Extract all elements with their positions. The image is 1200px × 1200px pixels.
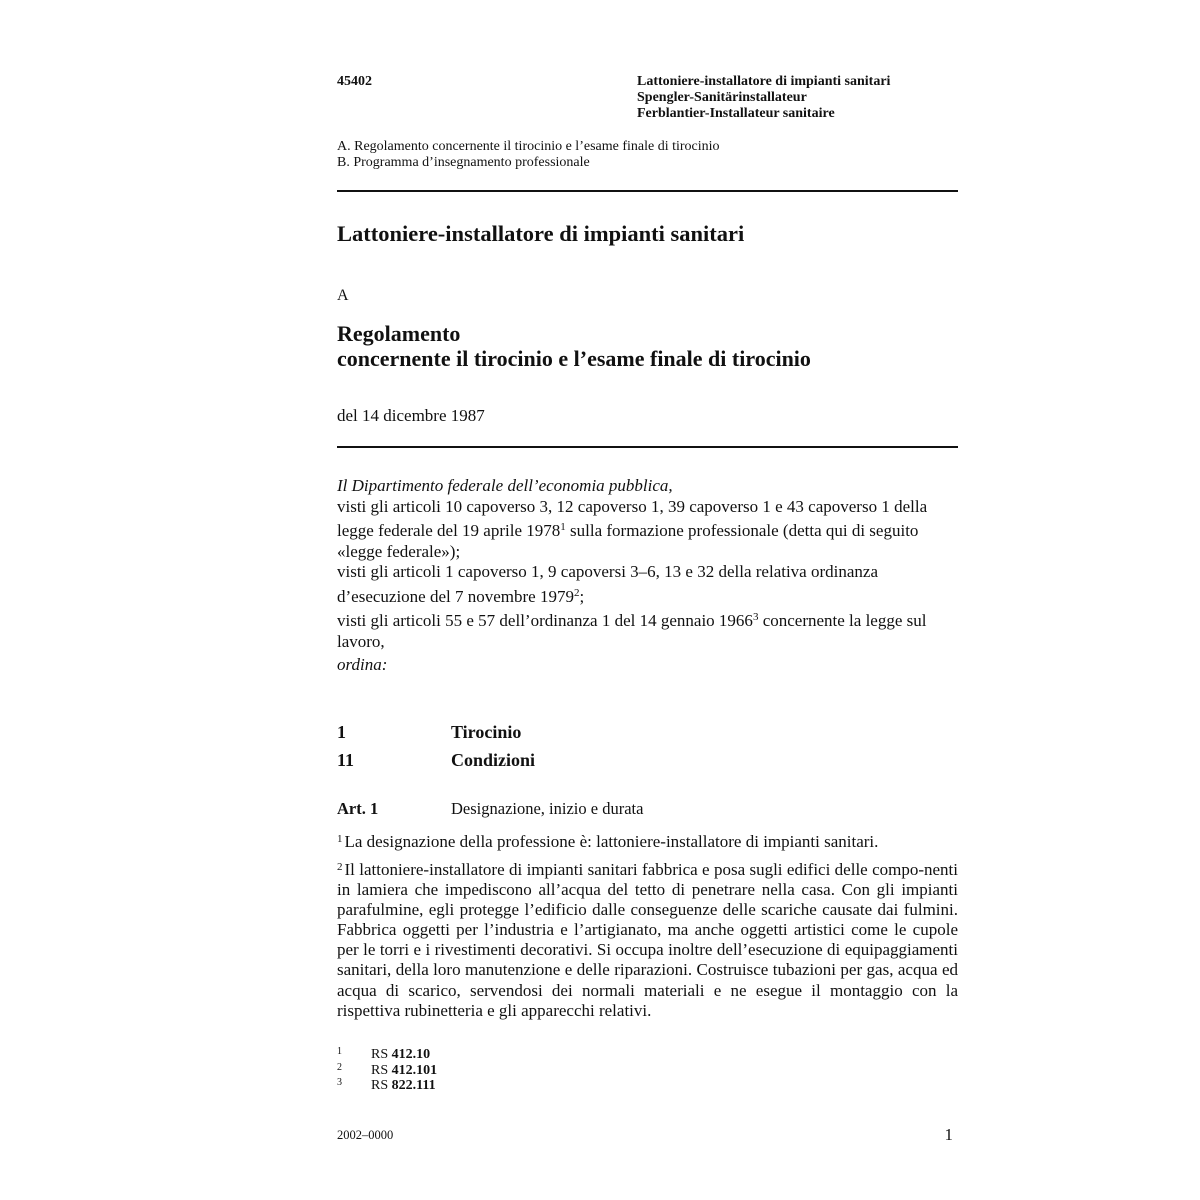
header-title-fr: Ferblantier-Installateur sanitaire — [637, 106, 835, 121]
document-page: 45402 Lattoniere-installatore di impianti sanitari Spengler-Sanitärinstallateur Ferblantier-Installateur sanitaire A. Regolamento concernente il tirocinio e l’esame finale di tirocinio B. Programma d’insegnamento professionale Lattoniere-installatore di impianti sanitari A Regolamento concernente il tirocinio e l’esame finale di tirocinio del 14 dicembre 1987 Il Dipartimento federale dell’economia pubblica, visti gli articoli 10 capoverso 3, 12 capoverso 1, 39 capoverso 1 e 43 capoverso 1 della legge federale del 19 aprile 1978$^1$ sulla formazione professionale (detta qui di seguito «legge federale»); visti gli articoli 1 capoverso 1, 9 capoversi 3–6, 13 e 32 della relativa ordinanza d’esecuzione del 7 novembre 1979$^2$; visti gli articoli 55 e 57 dell’ordinanza 1 del 14 gennaio 1966$^3$ concernente la legge sul lavoro, ordina: 1 Tirocinio 11 Condizioni Art. 1 Designazione, inizio e durata $^1$ La designazione della professione è: lattoniere-installatore di impianti sanitari. $^2$ Il lattoniere-installatore di impianti sanitari fabbrica e posa sugli edifici delle compo-nenti in lamiera che impediscono all’acqua del tetto di penetrare nella casa. Con gli impianti parafulmine, egli protegge l’edificio dalle conseguenze delle scariche causate dai fulmini. Fabbrica oggetti per l’industria e l’artigianato, ma anche oggetti artistici come le cupole per le torri e i rivestimenti decorativi. Si occupa inoltre dell’esecuzione di equipaggiamenti sanitari, della loro manutenzione e delle riparazioni. Costruisce tubazioni per gas, acqua ed acqua di scarico, servendosi dei normali materiali e ne esegue il montaggio con la rispettiva rubinetteria e gli apparecchi relativi. 1 RS 412.10 2 RS 412.101 3 RS 822.111 2002–0000 1 — [337, 74, 958, 1144]
section-number: 1 — [337, 722, 346, 742]
preamble-clause: visti gli articoli 10 capoverso 3, 12 capoverso 1, 39 capoverso 1 e 43 capoverso 1 della legge federale del 19 aprile 1978$^1$ sulla formazione professionale (detta qui di seguito «legge federale»); — [337, 496, 928, 561]
footnote-number: 3 — [337, 1077, 342, 1088]
page-number: 1 — [944, 1125, 953, 1144]
document-code: 45402 — [337, 74, 372, 89]
section-number: 11 — [337, 750, 355, 770]
paragraph-number: 1 — [337, 833, 343, 845]
section-title: Tirocinio — [451, 722, 522, 742]
article-paragraph: $^2$ Il lattoniere-installatore di impianti sanitari fabbrica e posa sugli edifici delle compo-nenti in lamiera che impediscono all’acqua del tetto di penetrare nella casa. Con gli impianti parafulmine, egli protegge l’edificio dalle conseguenze delle scariche causate dai fulmini. Fabbrica oggetti per l’industria e l’artigianato, ma anche oggetti artistici come le cupole per le torri e i rivestimenti decorativi. Si occupa inoltre dell’esecuzione di equipaggiamenti sanitari, della loro manutenzione e delle riparazioni. Costruisce tubazioni per gas, acqua ed acqua di scarico, servendosi dei normali materiali e ne esegue il montaggio con la rispettiva rubinetteria e gli apparecchi relativi. — [337, 860, 958, 1020]
footnote-ref: 3 — [752, 611, 759, 623]
preamble-ordina: ordina: — [337, 655, 388, 674]
article-paragraph: $^1$ La designazione della professione è: lattoniere-installatore di impianti sanitari. — [337, 832, 879, 851]
footnote-ref-code: 822.111 — [391, 1078, 436, 1093]
part-letter: A — [337, 287, 349, 304]
regulation-date: del 14 dicembre 1987 — [337, 406, 485, 425]
footnote-ref: 1 — [560, 521, 566, 533]
regulation-title-line: Regolamento — [337, 321, 461, 346]
header-title-de: Spengler-Sanitärinstallateur — [637, 90, 807, 105]
toc-item: B. Programma d’insegnamento professionale — [337, 154, 590, 170]
footer-code: 2002–0000 — [337, 1128, 394, 1142]
regulation-title — [337, 321, 811, 371]
regulation-title-line: concernente il tirocinio e l’esame finale di tirocinio — [337, 346, 811, 371]
article-number: Art. 1 — [337, 799, 379, 818]
page-title: Lattoniere-installatore di impianti sanitari — [337, 221, 745, 246]
header-title-it: Lattoniere-installatore di impianti sanitari — [637, 74, 891, 89]
section-title: Condizioni — [451, 750, 536, 770]
divider — [337, 446, 958, 448]
footnote-number: 1 — [337, 1046, 342, 1057]
preamble — [337, 476, 958, 676]
article-title: Designazione, inizio e durata — [451, 799, 644, 818]
paragraph-number: 2 — [337, 861, 343, 873]
footnote-ref-code: 412.10 — [391, 1047, 431, 1062]
preamble-clause: visti gli articoli 55 e 57 dell’ordinanza 1 del 14 gennaio 1966$^3$ concernente la legge sul lavoro, — [337, 611, 927, 651]
footnote-number: 2 — [337, 1061, 342, 1073]
table-of-contents — [337, 139, 720, 170]
preamble-clause: visti gli articoli 1 capoverso 1, 9 capoversi 3–6, 13 e 32 della relativa ordinanza d’esecuzione del 7 novembre 1979$^2$; — [337, 562, 878, 606]
footnote-ref-code: 412.101 — [391, 1062, 438, 1078]
header-titles — [637, 74, 890, 122]
divider — [337, 190, 958, 192]
toc-item: A. Regolamento concernente il tirocinio e l’esame finale di tirocinio — [337, 139, 720, 154]
footnote-ref: 2 — [573, 586, 580, 599]
preamble-authority: Il Dipartimento federale dell’economia pubblica, — [337, 476, 673, 495]
